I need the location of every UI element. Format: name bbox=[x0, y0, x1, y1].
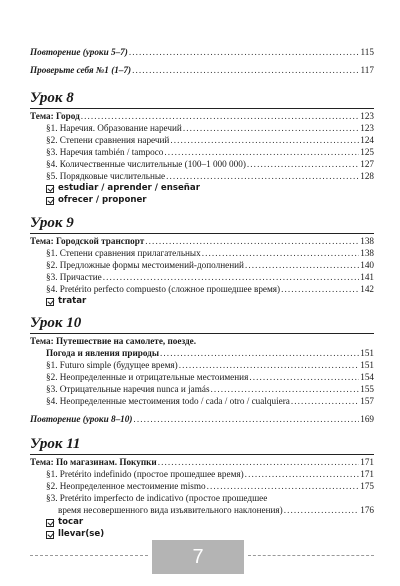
leader-dots bbox=[158, 457, 360, 468]
toc-entry-page: 117 bbox=[360, 65, 374, 75]
toc-entry-page: 125 bbox=[360, 147, 374, 157]
lesson-10-topic[interactable] bbox=[46, 348, 374, 359]
verb-label: ofrecer / proponer bbox=[58, 195, 147, 205]
toc-entry-page: 151 bbox=[360, 348, 374, 358]
toc-entry-title: §3. Отрицательные наречия nunca и jamás bbox=[46, 384, 210, 394]
leader-dots bbox=[249, 372, 359, 383]
lesson-8-heading: Урок 8 bbox=[30, 90, 74, 106]
leader-dots bbox=[132, 65, 359, 76]
toc-entry-page: 151 bbox=[360, 360, 374, 370]
checkbox-icon bbox=[46, 531, 54, 539]
leader-dots bbox=[179, 360, 360, 371]
toc-entry-page: 124 bbox=[360, 135, 374, 145]
toc-entry[interactable] bbox=[46, 384, 374, 395]
toc-entry-page: 171 bbox=[360, 457, 374, 467]
divider bbox=[30, 333, 374, 334]
lesson-11-topic[interactable] bbox=[30, 457, 374, 468]
toc-entry-page: 127 bbox=[360, 159, 374, 169]
leader-dots bbox=[103, 272, 360, 283]
toc-entry-title: время несовершенного вида изъявительного наклонения) bbox=[58, 505, 283, 515]
leader-dots bbox=[129, 47, 360, 58]
lesson-10-heading: Урок 10 bbox=[30, 315, 82, 331]
toc-entry-review-2[interactable] bbox=[30, 414, 374, 425]
toc-entry[interactable] bbox=[46, 260, 374, 271]
toc-entry-title: §1. Pretérito indefinido (простое прошедшее время) bbox=[46, 469, 244, 479]
toc-entry-page: 169 bbox=[360, 414, 374, 424]
toc-entry-title: Тема: Город bbox=[30, 111, 80, 121]
toc-entry[interactable] bbox=[46, 159, 374, 170]
checkbox-icon bbox=[46, 519, 54, 527]
toc-entry[interactable] bbox=[46, 135, 374, 146]
toc-entry-page: 157 bbox=[360, 396, 374, 406]
leader-dots bbox=[170, 135, 359, 146]
toc-entry[interactable] bbox=[46, 481, 374, 492]
toc-entry-title: §4. Pretérito perfecto compuesto (сложное прошедшее время) bbox=[46, 284, 281, 294]
leader-dots bbox=[81, 111, 360, 122]
verb-item bbox=[46, 529, 104, 540]
verb-item bbox=[46, 195, 147, 206]
toc-entry-page: 176 bbox=[360, 505, 374, 515]
verb-label: llevar(se) bbox=[58, 529, 105, 539]
page-number: 7 bbox=[152, 540, 244, 574]
toc-entry[interactable] bbox=[46, 272, 374, 283]
lesson-8-topic[interactable] bbox=[30, 111, 374, 122]
leader-dots bbox=[284, 505, 360, 516]
toc-entry-title: Повторение (уроки 5–7) bbox=[30, 47, 128, 57]
checkbox-icon bbox=[46, 197, 54, 205]
toc-entry-title: §2. Предложные формы местоимений-дополнений bbox=[46, 260, 244, 270]
toc-entry-page: 154 bbox=[360, 372, 374, 382]
toc-entry-check-1[interactable] bbox=[30, 65, 374, 76]
toc-entry-line-1: §3. Pretérito imperfecto de indicativo (простое прошедшее bbox=[46, 493, 268, 503]
toc-entry[interactable] bbox=[46, 248, 374, 259]
leader-dots bbox=[247, 159, 359, 170]
toc-entry-title: §4. Неопределенные местоимения todo / cada / otro / cualquiera bbox=[46, 396, 290, 406]
checkbox-icon bbox=[46, 185, 54, 193]
toc-entry-page: 140 bbox=[360, 260, 374, 270]
toc-entry[interactable] bbox=[46, 372, 374, 383]
leader-dots bbox=[281, 284, 359, 295]
leader-dots bbox=[164, 147, 359, 158]
toc-entry-title: §1. Наречия. Образование наречий bbox=[46, 123, 182, 133]
toc-entry-page: 155 bbox=[360, 384, 374, 394]
leader-dots bbox=[245, 260, 359, 271]
toc-entry-title: §3. Причастие bbox=[46, 272, 102, 282]
toc-entry-title: §3. Наречия también / tampoco bbox=[46, 147, 164, 157]
toc-entry[interactable] bbox=[58, 505, 374, 516]
toc-entry-title: §2. Степени сравнения наречий bbox=[46, 135, 170, 145]
toc-entry-page: 175 bbox=[360, 481, 374, 491]
verb-label: tocar bbox=[58, 517, 84, 527]
toc-entry-review-1[interactable] bbox=[30, 47, 374, 58]
divider bbox=[30, 108, 374, 109]
toc-entry-page: 138 bbox=[360, 248, 374, 258]
toc-entry[interactable] bbox=[46, 396, 374, 407]
leader-dots bbox=[166, 171, 359, 182]
toc-entry[interactable] bbox=[46, 123, 374, 134]
toc-entry[interactable] bbox=[46, 469, 374, 480]
divider bbox=[30, 454, 374, 455]
toc-entry-title: §5. Порядковые числительные bbox=[46, 171, 166, 181]
toc-entry-title: Тема: Городской транспорт bbox=[30, 236, 145, 246]
toc-entry-page: 142 bbox=[360, 284, 374, 294]
toc-entry[interactable] bbox=[46, 147, 374, 158]
toc-entry-title: Повторение (уроки 8–10) bbox=[30, 414, 133, 424]
toc-entry-title: Проверьте себя №1 (1–7) bbox=[30, 65, 132, 75]
leader-dots bbox=[145, 236, 359, 247]
leader-dots bbox=[183, 123, 359, 134]
toc-entry-page: 123 bbox=[360, 111, 374, 121]
toc-entry-page: 123 bbox=[360, 123, 374, 133]
leader-dots bbox=[207, 481, 360, 492]
verb-label: tratar bbox=[58, 296, 87, 306]
leader-dots bbox=[211, 384, 360, 395]
lesson-11-heading: Урок 11 bbox=[30, 436, 81, 452]
leader-dots bbox=[160, 348, 359, 359]
leader-dots bbox=[202, 248, 360, 259]
verb-item bbox=[46, 517, 83, 528]
toc-entry-page: 171 bbox=[360, 469, 374, 479]
toc-entry-title: Тема: По магазинам. Покупки bbox=[30, 457, 157, 467]
leader-dots bbox=[291, 396, 359, 407]
lesson-10-topic-line-1: Тема: Путешествие на самолете, поезде. bbox=[30, 336, 197, 346]
divider bbox=[30, 233, 374, 234]
toc-entry-page: 141 bbox=[360, 272, 374, 282]
toc-entry-title: §4. Количественные числительные (100–1 000 000) bbox=[46, 159, 246, 169]
leader-dots bbox=[133, 414, 359, 425]
verb-item bbox=[46, 296, 86, 307]
lesson-9-topic[interactable] bbox=[30, 236, 374, 247]
verb-label: estudiar / aprender / enseñar bbox=[58, 183, 200, 193]
toc-entry-page: 115 bbox=[360, 47, 374, 57]
toc-entry-title: Погода и явления природы bbox=[46, 348, 159, 358]
lesson-9-heading: Урок 9 bbox=[30, 215, 74, 231]
footer-divider bbox=[30, 555, 148, 556]
footer-divider bbox=[248, 555, 374, 556]
toc-entry[interactable] bbox=[46, 360, 374, 371]
leader-dots bbox=[245, 469, 360, 480]
toc-entry-title: §1. Futuro simple (будущее время) bbox=[46, 360, 178, 370]
toc-entry-title: §1. Степени сравнения прилагательных bbox=[46, 248, 201, 258]
toc-entry-title: §2. Неопределенные и отрицательные местоимения bbox=[46, 372, 249, 382]
verb-item bbox=[46, 183, 200, 194]
checkbox-icon bbox=[46, 298, 54, 306]
toc-entry-page: 128 bbox=[360, 171, 374, 181]
toc-entry[interactable] bbox=[46, 284, 374, 295]
toc-entry[interactable] bbox=[46, 171, 374, 182]
toc-entry-title: §2. Неопределенное местоимение mismo bbox=[46, 481, 206, 491]
toc-entry-page: 138 bbox=[360, 236, 374, 246]
